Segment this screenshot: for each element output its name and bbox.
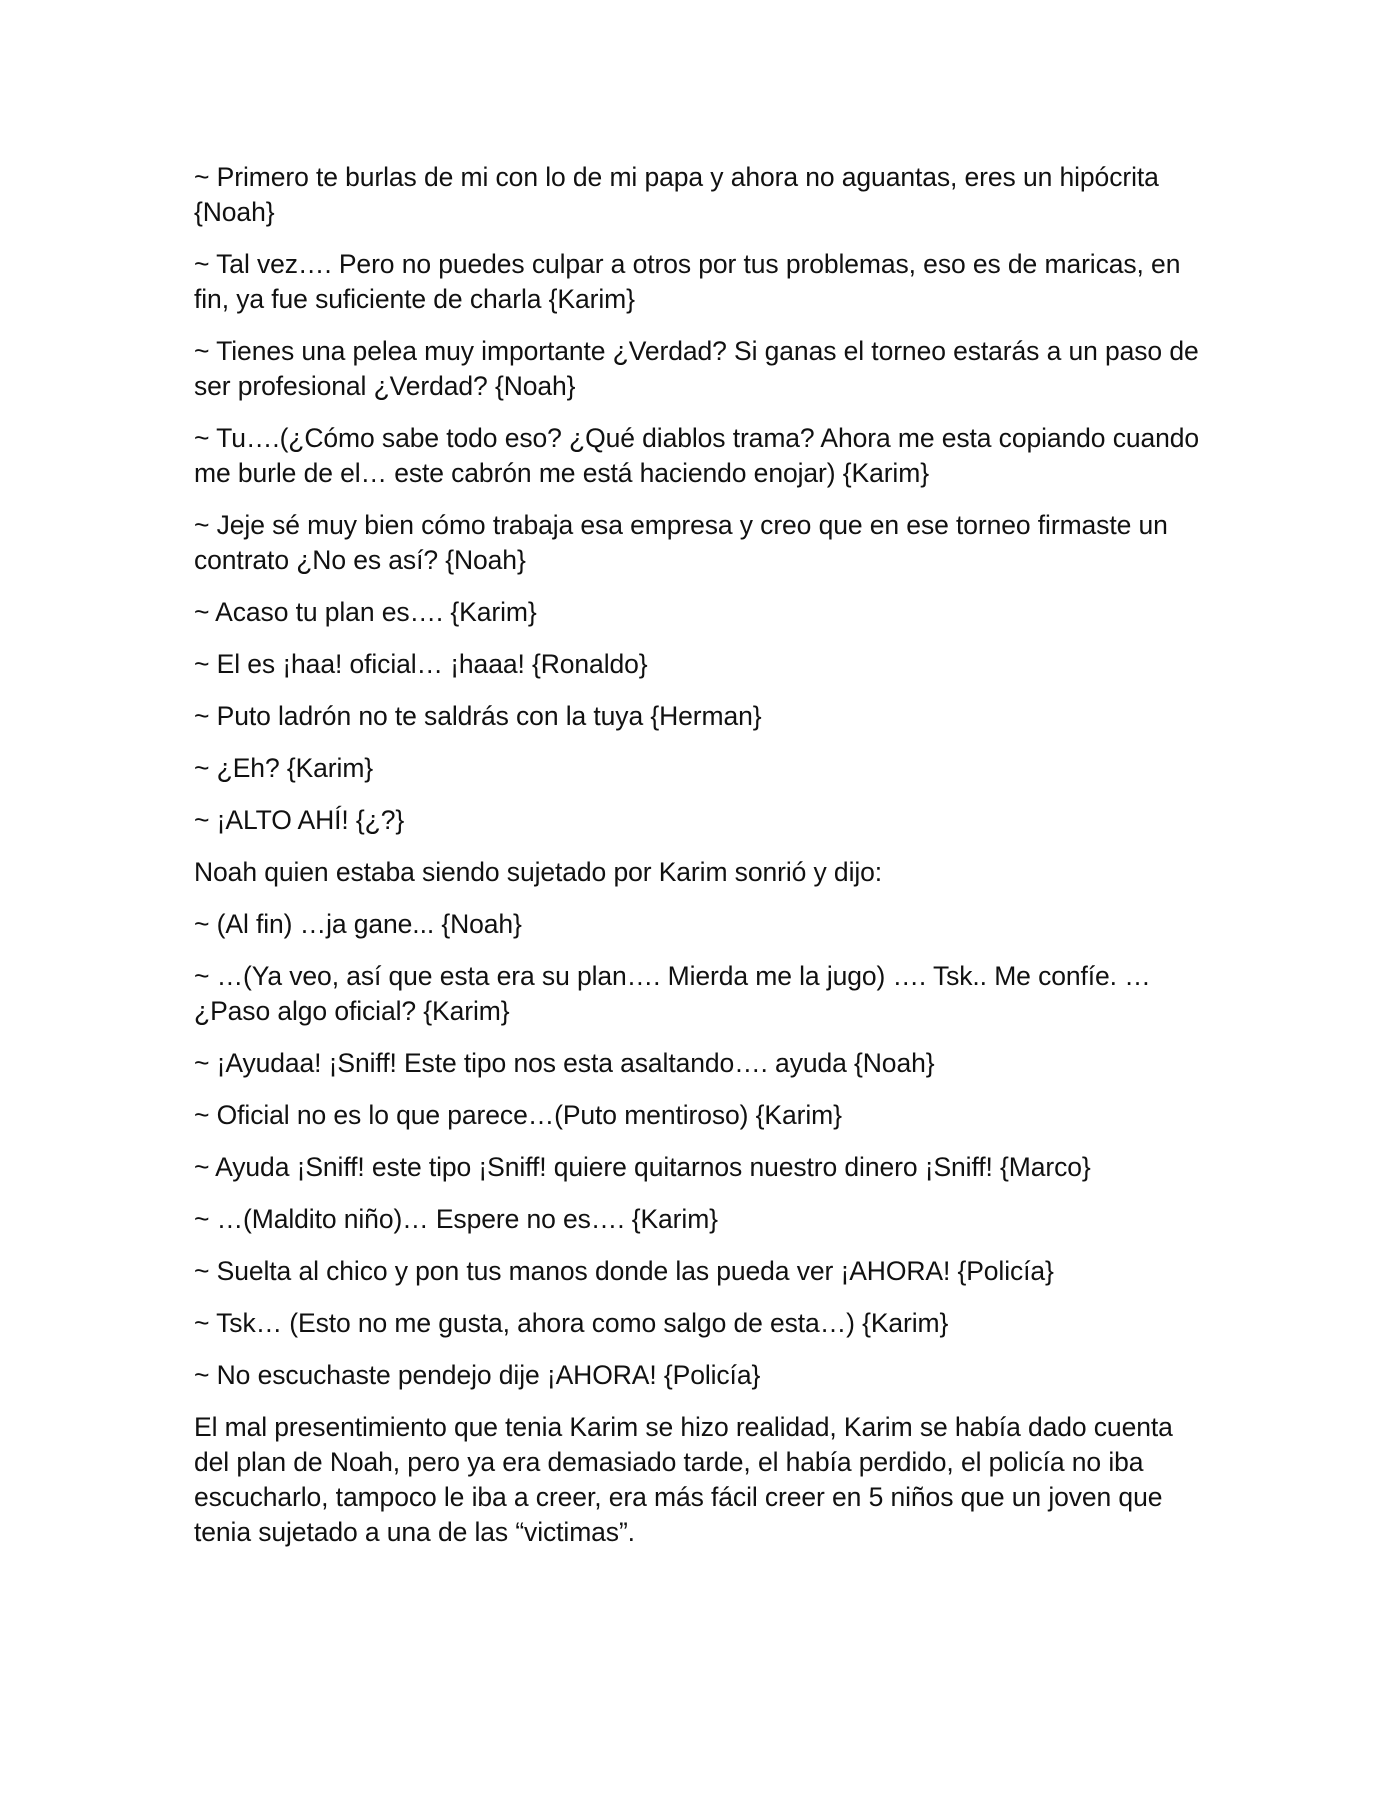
narration-paragraph-1: Noah quien estaba siendo sujetado por Karim sonrió y dijo: <box>194 857 883 887</box>
dialogue-line-policia-1: ~ Suelta al chico y pon tus manos donde las pueda ver ¡AHORA! {Policía} <box>194 1256 1054 1286</box>
dialogue-line-karim-6: ~ Oficial no es lo que parece…(Puto mentiroso) {Karim} <box>194 1100 842 1130</box>
dialogue-line-noah-3: ~ Jeje sé muy bien cómo trabaja esa empresa y creo que en ese torneo firmaste un contrato ¿No es así? {Noah} <box>194 510 1168 575</box>
dialogue-line-unknown: ~ ¡ALTO AHÍ! {¿?} <box>194 805 405 835</box>
dialogue-line-noah-5: ~ ¡Ayudaa! ¡Sniff! Este tipo nos esta asaltando…. ayuda {Noah} <box>194 1048 935 1078</box>
dialogue-line-karim-5: ~ …(Ya veo, así que esta era su plan…. Mierda me la jugo) …. Tsk.. Me confíe. …¿Paso algo oficial? {Karim} <box>194 961 1151 1026</box>
dialogue-line-ronaldo: ~ El es ¡haa! oficial… ¡haaa! {Ronaldo} <box>194 649 648 679</box>
narration-paragraph-2: El mal presentimiento que tenia Karim se hizo realidad, Karim se había dado cuenta del plan de Noah, pero ya era demasiado tarde, el había perdido, el policía no iba escucharlo, tampoco le iba a creer, era más fácil creer en 5 niños que un joven que tenia sujetado a una de las “victimas”. <box>194 1412 1173 1547</box>
dialogue-line-herman: ~ Puto ladrón no te saldrás con la tuya {Herman} <box>194 701 762 731</box>
dialogue-line-karim-1: ~ Tal vez…. Pero no puedes culpar a otros por tus problemas, eso es de maricas, en fin, ya fue suficiente de charla {Karim} <box>194 249 1181 314</box>
dialogue-line-marco: ~ Ayuda ¡Sniff! este tipo ¡Sniff! quiere quitarnos nuestro dinero ¡Sniff! {Marco} <box>194 1152 1091 1182</box>
dialogue-line-karim-7: ~ …(Maldito niño)… Espere no es…. {Karim} <box>194 1204 718 1234</box>
dialogue-line-noah-2: ~ Tienes una pelea muy importante ¿Verdad? Si ganas el torneo estarás a un paso de ser profesional ¿Verdad? {Noah} <box>194 336 1199 401</box>
dialogue-line-noah-4: ~ (Al fin) …ja gane... {Noah} <box>194 909 522 939</box>
dialogue-line-karim-4: ~ ¿Eh? {Karim} <box>194 753 374 783</box>
document-body <box>194 160 1214 1567</box>
dialogue-line-karim-2: ~ Tu….(¿Cómo sabe todo eso? ¿Qué diablos trama? Ahora me esta copiando cuando me burle de el… este cabrón me está haciendo enojar) {Karim} <box>194 423 1200 488</box>
dialogue-line-policia-2: ~ No escuchaste pendejo dije ¡AHORA! {Policía} <box>194 1360 761 1390</box>
dialogue-line-karim-3: ~ Acaso tu plan es…. {Karim} <box>194 597 537 627</box>
dialogue-line-noah-1: ~ Primero te burlas de mi con lo de mi papa y ahora no aguantas, eres un hipócrita {Noah} <box>194 162 1159 227</box>
dialogue-line-karim-8: ~ Tsk… (Esto no me gusta, ahora como salgo de esta…) {Karim} <box>194 1308 949 1338</box>
